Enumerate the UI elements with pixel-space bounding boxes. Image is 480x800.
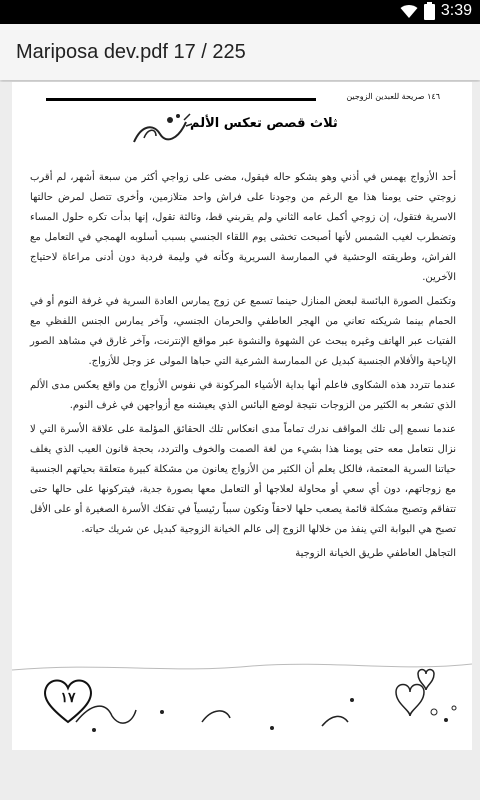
chapter-title-block [130, 110, 370, 148]
pdf-page[interactable] [12, 82, 472, 750]
status-icons [400, 2, 472, 20]
page-body [30, 168, 456, 568]
header-rule [46, 98, 316, 101]
page-footer [12, 652, 472, 742]
section-heading: التجاهل العاطفي طريق الخيانة الزوجية [295, 548, 456, 559]
app-bar [0, 24, 480, 80]
paragraph: عندما نسمع إلى تلك المواقف ندرك تماماً مدى انعكاس تلك الحقائق المؤلمة على علاقة الأسرة التي لا نزال نتعامل معه حتى يومنا هذا بشيء من لغة الصمت والخوف والتردد، بحجة قانون العيب الذي يغلف حياتنا السرية المعتمة، فالكل يعلم أن الكثير من الأزواج يعانون من مشكلة كبيرة متعلقة بحياتهم الجنسية مع زوجاتهم، دون أي سعي أو محاولة لعلاجها أو التعامل معها بصورة جدية، فيتركونها على حالها حتى تتفاقم وتصبح مشكلة قائمة يصعب حلها لاحقاً وتكون سبباً رئيسياً في تفكك الأسرة الصغيرة أو على الأقل تصبح هي البوابة التي ينفذ من خلالها الزوج إلى عالم الخيانة الزوجية كبديل عن شريك حياته. [30, 424, 456, 535]
document-title: Mariposa dev.pdf 17 / 225 [16, 41, 246, 63]
running-header: ١٤٦ صريحة للعبدين الزوجين [346, 92, 440, 101]
paragraph: وتكتمل الصورة البائسة لبعض المنازل حينما تسمع عن زوج يمارس العادة السرية في غرفة النوم أو في الحمام بينما شريكته تعاني من الهجر العاطفي والحرمان الجنسي، وآخر يمارس الجنس اللفظي مع الفتيات عبر الهاتف وغيره يبحث عن الشهوة والنشوة عبر مواقع الإنترنت، وآخر غارق في مشاهد الصور الإباحية والأفلام الجنسية كبديل عن الممارسة الشرعية التي حباها المولى عز وجل للأزواج. [30, 296, 456, 367]
floral-ornament-icon [130, 110, 194, 150]
status-time: 3:39 [440, 2, 472, 19]
page-header [46, 94, 440, 104]
page-number: ١٧ [60, 690, 76, 706]
paragraph: عندما تتردد هذه الشكاوى فاعلم أنها بداية الأشياء المركونة في نفوس الأزواج من واقع يعكس مدى الألم الذي تشعر به الكثير من الزوجات نتيجة لوضع البائس الذي يعيشنه مع أزواجهن في غرف النوم. [30, 380, 456, 411]
chapter-title: ثلاث قصص تعكس الألم [190, 116, 338, 131]
pdf-viewer[interactable] [0, 82, 480, 750]
paragraph: أحد الأزواج يهمس في أذني وهو يشكو حاله فيقول، مضى على زواجي أكثر من سبعة أشهر، لم أقرب زوجتي حتى يومنا هذا مع الرغم من وجودنا على فراش واحد متلازمين، وأخرى تتصل لمرض حالتها الاسرية فتقول، إن زوجي أكمل عامه الثاني ولم يقربني قط، وثالثة تقول، إنها بدأت تكره حلول المساء وتضطرب لغيب الشمس لأنها أصبحت تخشى يوم اللقاء الجنسي بسبب أسلوبه الهمجي في التعامل مع الفراش، وطريقته الوحشية في الممارسة السريرية وكأنه في وليمة فردية دون أدنى مراعاة لاحتياج الآخرين. [30, 172, 456, 283]
battery-icon [424, 2, 435, 20]
status-bar [0, 0, 480, 24]
wifi-icon [400, 3, 418, 19]
